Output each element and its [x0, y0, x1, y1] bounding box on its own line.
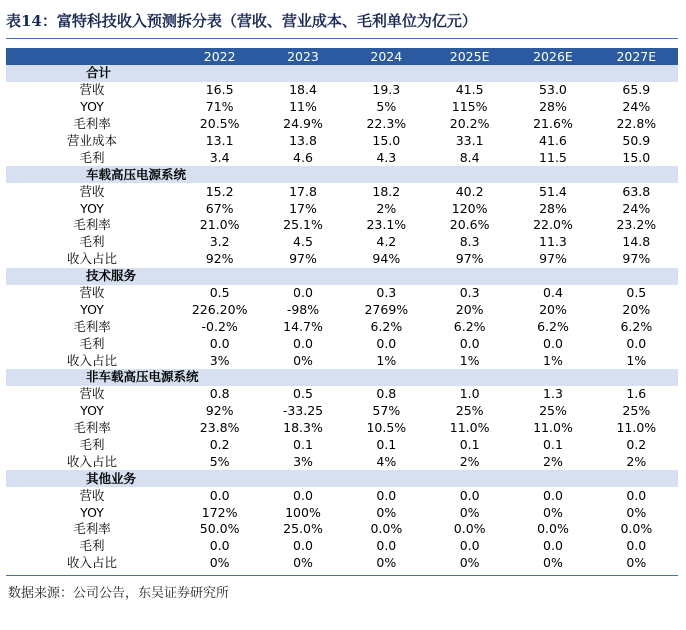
section-empty-cell [595, 166, 678, 183]
value-cell: 8.4 [459, 149, 480, 165]
section-name: 车载高压电源系统 [6, 166, 178, 183]
value-cell: 6.2% [620, 318, 653, 334]
value-cell: 0.1 [376, 437, 397, 453]
value-cell: 33.1 [455, 133, 484, 148]
row-label: YOY [80, 403, 104, 419]
value-cell: 2% [626, 453, 647, 469]
value-cell: 0% [293, 352, 313, 368]
value-cell: 4.2 [376, 234, 397, 250]
table-row [6, 133, 678, 150]
value-cell: 0% [376, 555, 397, 571]
source-note: 数据来源：公司公告，东吴证券研究所 [8, 586, 230, 601]
section-empty-cell [178, 470, 261, 487]
value-cell: 0.0 [209, 335, 230, 351]
value-cell: 8.3 [459, 234, 480, 250]
value-cell: 51.4 [539, 183, 567, 199]
row-label: 毛利率 [73, 420, 111, 436]
value-cell: 0.1 [459, 437, 480, 453]
value-cell: 0.2 [626, 437, 647, 453]
value-cell: 11.5 [539, 149, 567, 165]
row-label: 毛利 [79, 234, 105, 250]
table-row [6, 200, 678, 217]
value-cell: 57% [372, 403, 401, 419]
value-cell: 1.0 [459, 386, 480, 402]
value-cell: 21.0% [199, 217, 240, 233]
value-cell: 5% [209, 453, 230, 469]
value-cell: 0% [376, 504, 397, 520]
value-cell: 50.9 [622, 133, 651, 148]
row-label: 收入占比 [66, 352, 117, 368]
value-cell: 4.3 [376, 149, 397, 165]
value-cell: 17% [289, 200, 317, 216]
value-cell: 0.0 [376, 538, 397, 554]
value-cell: 53.0 [539, 82, 567, 98]
year-header: 2027E [595, 48, 678, 65]
row-label: 毛利率 [73, 318, 111, 334]
table-row [6, 149, 678, 166]
section-empty-cell [428, 166, 511, 183]
value-cell: 13.8 [289, 133, 317, 148]
table-row [6, 352, 678, 369]
table-row [6, 420, 678, 437]
section-empty-cell [511, 369, 594, 386]
year-header: 2024 [345, 48, 428, 65]
section-empty-cell [261, 65, 344, 82]
value-cell: 0.0 [459, 487, 480, 503]
value-cell: 20% [539, 301, 567, 317]
row-label: 收入占比 [66, 555, 117, 571]
value-cell: 97% [455, 251, 484, 267]
value-cell: 20% [455, 301, 484, 317]
table-body [6, 65, 678, 572]
table-row [6, 437, 678, 454]
value-cell: 3.2 [209, 234, 230, 250]
value-cell: 97% [289, 251, 317, 267]
value-cell: 0.0 [293, 538, 313, 554]
value-cell: 13.1 [205, 133, 234, 148]
value-cell: 0.1 [543, 437, 563, 453]
table-row [6, 183, 678, 200]
section-empty-cell [261, 268, 344, 285]
section-name: 其他业务 [6, 470, 178, 487]
value-cell: 0.0 [626, 538, 647, 554]
value-cell: 16.5 [205, 82, 234, 98]
value-cell: 24% [622, 99, 651, 115]
value-cell: -98% [286, 301, 320, 317]
value-cell: 0.0 [209, 538, 230, 554]
table-row [6, 521, 678, 538]
value-cell: 3.4 [209, 149, 230, 165]
value-cell: 2% [459, 453, 480, 469]
row-label: YOY [80, 504, 104, 520]
value-cell: 3% [209, 352, 230, 368]
section-empty-cell [511, 470, 594, 487]
value-cell: 0% [459, 555, 480, 571]
value-cell: 18.4 [289, 82, 317, 98]
value-cell: 3% [293, 453, 313, 469]
section-empty-cell [595, 369, 678, 386]
row-label: 毛利 [79, 335, 105, 351]
table-row [6, 82, 678, 99]
title-divider [6, 38, 678, 39]
value-cell: 71% [205, 99, 234, 115]
section-empty-cell [428, 369, 511, 386]
section-empty-cell [178, 65, 261, 82]
row-label: 毛利率 [73, 521, 111, 537]
value-cell: 0.0% [620, 521, 653, 537]
value-cell: 15.0 [622, 149, 651, 165]
value-cell: 0.8 [209, 386, 230, 402]
table-row [6, 386, 678, 403]
table-row [6, 335, 678, 352]
value-cell: 2% [376, 200, 397, 216]
section-empty-cell [261, 369, 344, 386]
row-label: 收入占比 [66, 453, 117, 469]
value-cell: 17.8 [289, 183, 317, 199]
value-cell: 92% [205, 403, 234, 419]
value-cell: 23.2% [616, 217, 657, 233]
section-name: 合计 [6, 65, 178, 82]
table-row [6, 487, 678, 504]
value-cell: 18.2 [372, 183, 401, 199]
section-empty-cell [261, 470, 344, 487]
table-row [6, 538, 678, 555]
row-label: YOY [80, 200, 104, 216]
value-cell: 0.2 [209, 437, 230, 453]
section-empty-cell [345, 166, 428, 183]
value-cell: 20.6% [449, 217, 490, 233]
forecast-table [6, 48, 678, 572]
year-header: 2023 [261, 48, 344, 65]
value-cell: 15.2 [205, 183, 234, 199]
value-cell: 1% [376, 352, 397, 368]
section-empty-cell [261, 166, 344, 183]
section-name: 技术服务 [6, 268, 178, 285]
value-cell: 100% [285, 504, 321, 520]
value-cell: 0.0% [370, 521, 403, 537]
value-cell: 1% [626, 352, 647, 368]
table-header [6, 48, 678, 65]
header-row [6, 48, 678, 65]
section-row [6, 369, 678, 386]
row-label: 营业成本 [66, 133, 117, 148]
row-label: YOY [80, 99, 104, 115]
value-cell: 0.0 [376, 335, 397, 351]
value-cell: 172% [201, 504, 238, 520]
value-cell: 0.0 [626, 335, 647, 351]
section-row [6, 470, 678, 487]
value-cell: 63.8 [622, 183, 651, 199]
table-row [6, 453, 678, 470]
row-label: 营收 [79, 285, 105, 301]
bottom-divider [6, 575, 678, 576]
value-cell: 28% [539, 200, 567, 216]
value-cell: 25% [455, 403, 484, 419]
value-cell: 18.3% [283, 420, 323, 436]
table-row [6, 251, 678, 268]
value-cell: 0.4 [543, 285, 563, 301]
value-cell: 24.9% [283, 116, 323, 132]
value-cell: 92% [205, 251, 234, 267]
year-header: 2025E [428, 48, 511, 65]
row-label: YOY [80, 301, 104, 317]
value-cell: 25% [622, 403, 651, 419]
value-cell: 0% [543, 555, 563, 571]
value-cell: 19.3 [372, 82, 401, 98]
value-cell: 4% [376, 453, 397, 469]
value-cell: 0.5 [626, 285, 647, 301]
section-row [6, 65, 678, 82]
table-row [6, 285, 678, 302]
value-cell: 0.0 [543, 538, 563, 554]
value-cell: 10.5% [366, 420, 407, 436]
table-title: 表14：富特科技收入预测拆分表（营收、营业成本、毛利单位为亿元） [6, 12, 477, 30]
value-cell: 23.8% [199, 420, 240, 436]
value-cell: 0.0 [209, 487, 230, 503]
section-name: 非车载高压电源系统 [6, 369, 178, 386]
value-cell: 0% [626, 555, 647, 571]
value-cell: 65.9 [622, 82, 651, 98]
value-cell: 15.0 [372, 133, 401, 148]
value-cell: 25.1% [283, 217, 323, 233]
value-cell: 14.7% [283, 318, 323, 334]
section-empty-cell [511, 166, 594, 183]
section-empty-cell [428, 65, 511, 82]
section-empty-cell [595, 268, 678, 285]
value-cell: 11.3 [539, 234, 567, 250]
table-row [6, 301, 678, 318]
section-empty-cell [428, 268, 511, 285]
value-cell: 6.2% [453, 318, 486, 334]
section-empty-cell [345, 470, 428, 487]
value-cell: 120% [451, 200, 488, 216]
value-cell: 0% [293, 555, 313, 571]
value-cell: 11.0% [533, 420, 573, 436]
value-cell: 0% [543, 504, 563, 520]
value-cell: 25.0% [283, 521, 323, 537]
value-cell: 11% [289, 99, 317, 115]
section-empty-cell [511, 65, 594, 82]
value-cell: 226.20% [191, 301, 248, 317]
value-cell: 0.0 [376, 487, 397, 503]
section-empty-cell [595, 470, 678, 487]
value-cell: 0.0 [543, 335, 563, 351]
value-cell: 0.5 [293, 386, 313, 402]
value-cell: 2% [543, 453, 563, 469]
value-cell: 0.0 [459, 538, 480, 554]
value-cell: 0.0 [293, 335, 313, 351]
value-cell: 28% [539, 99, 567, 115]
value-cell: 0.3 [459, 285, 480, 301]
value-cell: 1% [459, 352, 480, 368]
value-cell: 0.0% [453, 521, 486, 537]
section-row [6, 166, 678, 183]
value-cell: 24% [622, 200, 651, 216]
row-label: 营收 [79, 386, 105, 402]
value-cell: 0.0 [293, 487, 313, 503]
value-cell: 6.2% [537, 318, 569, 334]
row-label: 收入占比 [66, 251, 117, 267]
year-header: 2026E [511, 48, 594, 65]
value-cell: 14.8 [622, 234, 651, 250]
section-empty-cell [345, 268, 428, 285]
value-cell: 20.5% [199, 116, 240, 132]
value-cell: 40.2 [455, 183, 484, 199]
value-cell: 20% [622, 301, 651, 317]
row-label: 营收 [79, 487, 105, 503]
row-label: 营收 [79, 183, 105, 199]
section-empty-cell [178, 166, 261, 183]
value-cell: 50.0% [199, 521, 240, 537]
table-row [6, 555, 678, 572]
value-cell: 1% [543, 352, 563, 368]
value-cell: 0.8 [376, 386, 397, 402]
section-empty-cell [345, 369, 428, 386]
value-cell: 22.8% [616, 116, 657, 132]
section-empty-cell [511, 268, 594, 285]
value-cell: 41.6 [539, 133, 567, 148]
value-cell: 6.2% [370, 318, 403, 334]
value-cell: 11.0% [449, 420, 490, 436]
value-cell: -33.25 [282, 403, 324, 419]
row-label: 毛利率 [73, 116, 111, 132]
value-cell: 97% [622, 251, 651, 267]
value-cell: 97% [539, 251, 567, 267]
value-cell: 0.0 [626, 487, 647, 503]
value-cell: 11.0% [616, 420, 657, 436]
value-cell: 1.6 [626, 386, 647, 402]
section-row [6, 268, 678, 285]
value-cell: 115% [451, 99, 488, 115]
value-cell: -0.2% [201, 318, 238, 334]
value-cell: 0.0 [459, 335, 480, 351]
value-cell: 0.0 [293, 285, 313, 301]
value-cell: 1.3 [543, 386, 563, 402]
header-corner [6, 48, 178, 65]
row-label: 毛利 [79, 149, 105, 165]
table-row [6, 99, 678, 116]
value-cell: 0.3 [376, 285, 397, 301]
row-label: 营收 [79, 82, 105, 98]
table-row [6, 116, 678, 133]
value-cell: 0.1 [293, 437, 313, 453]
year-header: 2022 [178, 48, 261, 65]
value-cell: 0.0 [543, 487, 563, 503]
value-cell: 4.5 [293, 234, 313, 250]
section-empty-cell [178, 268, 261, 285]
value-cell: 20.2% [449, 116, 490, 132]
value-cell: 23.1% [366, 217, 407, 233]
table-row [6, 318, 678, 335]
table-row [6, 403, 678, 420]
row-label: 毛利 [79, 437, 105, 453]
section-empty-cell [428, 470, 511, 487]
value-cell: 22.3% [366, 116, 407, 132]
section-empty-cell [595, 65, 678, 82]
value-cell: 2769% [364, 301, 409, 317]
value-cell: 94% [372, 251, 401, 267]
row-label: 毛利率 [73, 217, 111, 233]
value-cell: 25% [539, 403, 567, 419]
value-cell: 22.0% [533, 217, 573, 233]
value-cell: 21.6% [533, 116, 573, 132]
value-cell: 0.0% [537, 521, 569, 537]
value-cell: 0% [459, 504, 480, 520]
value-cell: 67% [205, 200, 234, 216]
value-cell: 41.5 [455, 82, 484, 98]
table-row [6, 504, 678, 521]
section-empty-cell [345, 65, 428, 82]
value-cell: 0% [626, 504, 647, 520]
row-label: 毛利 [79, 538, 105, 554]
value-cell: 5% [376, 99, 397, 115]
value-cell: 0.5 [209, 285, 230, 301]
value-cell: 0% [209, 555, 230, 571]
table-row [6, 234, 678, 251]
table-row [6, 217, 678, 234]
value-cell: 4.6 [293, 149, 313, 165]
